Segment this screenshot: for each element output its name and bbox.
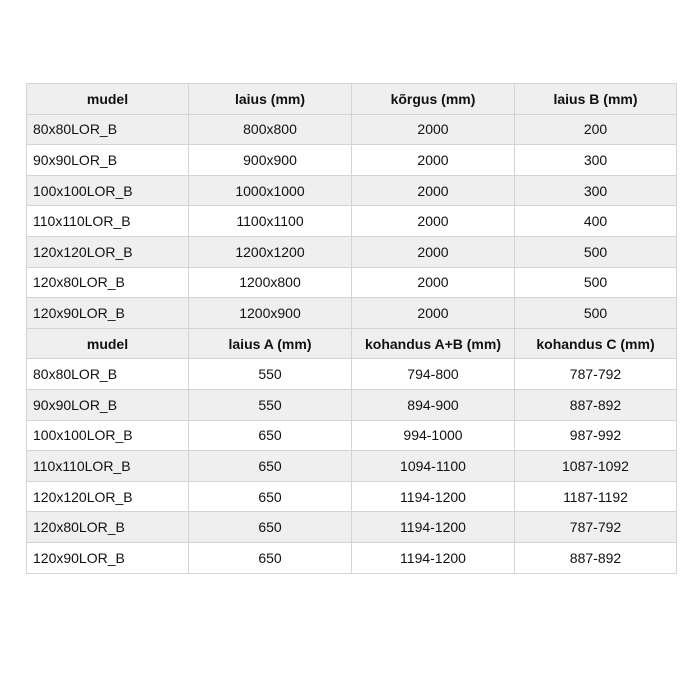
header-cell: mudel — [27, 328, 189, 359]
table-cell: 1094-1100 — [352, 451, 515, 482]
table-cell: 500 — [515, 236, 677, 267]
table-cell: 2000 — [352, 298, 515, 329]
table-row — [27, 512, 677, 543]
spec-table-body — [27, 84, 677, 574]
table-row — [27, 267, 677, 298]
spec-table — [26, 83, 677, 574]
table-row — [27, 206, 677, 237]
table-cell: 1000x1000 — [189, 175, 352, 206]
model-cell: 120x90LOR_B — [27, 542, 189, 573]
table-cell: 787-792 — [515, 359, 677, 390]
model-cell: 90x90LOR_B — [27, 389, 189, 420]
model-cell: 110x110LOR_B — [27, 206, 189, 237]
model-cell: 100x100LOR_B — [27, 175, 189, 206]
table-row — [27, 145, 677, 176]
table-cell: 1194-1200 — [352, 542, 515, 573]
table-cell: 800x800 — [189, 114, 352, 145]
table-row — [27, 481, 677, 512]
table-cell: 2000 — [352, 145, 515, 176]
table-cell: 650 — [189, 542, 352, 573]
table-cell: 500 — [515, 267, 677, 298]
model-cell: 90x90LOR_B — [27, 145, 189, 176]
table-cell: 550 — [189, 359, 352, 390]
header-cell: kõrgus (mm) — [352, 84, 515, 115]
table-cell: 2000 — [352, 236, 515, 267]
header-cell: laius (mm) — [189, 84, 352, 115]
table-row — [27, 114, 677, 145]
table-cell: 994-1000 — [352, 420, 515, 451]
model-cell: 120x90LOR_B — [27, 298, 189, 329]
table-row — [27, 175, 677, 206]
table-row — [27, 451, 677, 482]
header-cell: kohandus A+B (mm) — [352, 328, 515, 359]
model-cell: 80x80LOR_B — [27, 114, 189, 145]
table-cell: 887-892 — [515, 389, 677, 420]
header-row — [27, 328, 677, 359]
table-cell: 650 — [189, 512, 352, 543]
table-cell: 900x900 — [189, 145, 352, 176]
table-cell: 2000 — [352, 175, 515, 206]
table-row — [27, 420, 677, 451]
table-cell: 500 — [515, 298, 677, 329]
table-cell: 887-892 — [515, 542, 677, 573]
header-cell: laius B (mm) — [515, 84, 677, 115]
table-cell: 1200x900 — [189, 298, 352, 329]
table-cell: 794-800 — [352, 359, 515, 390]
table-cell: 2000 — [352, 206, 515, 237]
table-cell: 1200x1200 — [189, 236, 352, 267]
table-cell: 650 — [189, 451, 352, 482]
header-cell: laius A (mm) — [189, 328, 352, 359]
table-cell: 300 — [515, 145, 677, 176]
model-cell: 120x80LOR_B — [27, 267, 189, 298]
table-cell: 650 — [189, 481, 352, 512]
table-row — [27, 389, 677, 420]
table-row — [27, 236, 677, 267]
model-cell: 120x80LOR_B — [27, 512, 189, 543]
table-cell: 2000 — [352, 267, 515, 298]
table-cell: 200 — [515, 114, 677, 145]
table-row — [27, 542, 677, 573]
table-cell: 400 — [515, 206, 677, 237]
model-cell: 100x100LOR_B — [27, 420, 189, 451]
model-cell: 110x110LOR_B — [27, 451, 189, 482]
table-cell: 650 — [189, 420, 352, 451]
table-cell: 1087-1092 — [515, 451, 677, 482]
header-cell: kohandus C (mm) — [515, 328, 677, 359]
table-cell: 894-900 — [352, 389, 515, 420]
table-cell: 987-992 — [515, 420, 677, 451]
header-row — [27, 84, 677, 115]
model-cell: 80x80LOR_B — [27, 359, 189, 390]
table-cell: 1200x800 — [189, 267, 352, 298]
table-cell: 787-792 — [515, 512, 677, 543]
table-cell: 550 — [189, 389, 352, 420]
model-cell: 120x120LOR_B — [27, 481, 189, 512]
table-cell: 1187-1192 — [515, 481, 677, 512]
table-cell: 1194-1200 — [352, 481, 515, 512]
table-row — [27, 359, 677, 390]
table-cell: 1100x1100 — [189, 206, 352, 237]
table-cell: 1194-1200 — [352, 512, 515, 543]
table-cell: 300 — [515, 175, 677, 206]
model-cell: 120x120LOR_B — [27, 236, 189, 267]
table-cell: 2000 — [352, 114, 515, 145]
header-cell: mudel — [27, 84, 189, 115]
table-row — [27, 298, 677, 329]
